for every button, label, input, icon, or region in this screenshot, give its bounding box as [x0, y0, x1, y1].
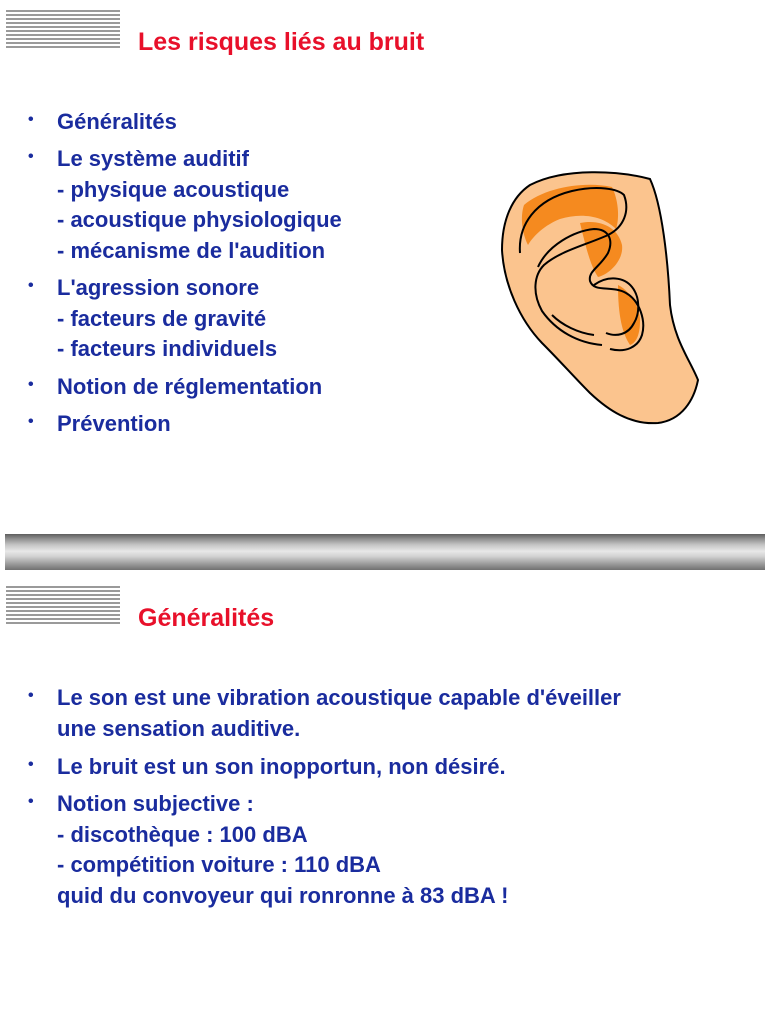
title-decoration — [6, 586, 120, 626]
bullet-icon: • — [28, 793, 34, 810]
slide-title: Généralités — [138, 604, 275, 632]
list-item-subtext: - compétition voiture : 110 dBA — [57, 852, 381, 877]
list-item-text: Le système auditif — [57, 146, 249, 171]
list-item-subtext: - acoustique physiologique — [57, 207, 342, 232]
title-decoration — [6, 10, 120, 50]
list-item-text: Le bruit est un son inopportun, non désiré. — [57, 754, 506, 779]
bullet-icon: • — [28, 756, 34, 773]
bullet-icon: • — [28, 148, 34, 165]
list-item-text: Le son est une vibration acoustique capable d'éveiller — [57, 685, 621, 710]
list-item-text: L'agression sonore — [57, 275, 260, 300]
list-item-text: Prévention — [57, 411, 171, 436]
list-item-subtext: - mécanisme de l'audition — [57, 237, 326, 263]
list-item-text: Généralités — [57, 109, 177, 134]
list-item-subtext: - facteurs individuels — [57, 336, 278, 361]
bullet-icon: • — [28, 687, 34, 704]
list-item-text: Notion subjective : — [57, 791, 254, 816]
list-item-subtext: - facteurs de gravité — [57, 305, 267, 331]
list-item-subtext: - physique acoustique — [57, 176, 290, 202]
list-item-text: une sensation auditive. — [57, 715, 301, 741]
ear-icon — [490, 165, 710, 430]
bullet-icon: • — [28, 413, 34, 430]
slide-title: Les risques liés au bruit — [138, 28, 425, 56]
slide-2 — [0, 576, 768, 1024]
bullet-icon: • — [28, 277, 34, 294]
list-item-subtext: - discothèque : 100 dBA — [57, 821, 308, 847]
list-item-subtext: quid du convoyeur qui ronronne à 83 dBA ! — [57, 882, 509, 908]
bullet-icon: • — [28, 376, 34, 393]
list-item-text: Notion de réglementation — [57, 374, 323, 399]
bullet-icon: • — [28, 111, 34, 128]
slide-separator — [5, 534, 765, 570]
